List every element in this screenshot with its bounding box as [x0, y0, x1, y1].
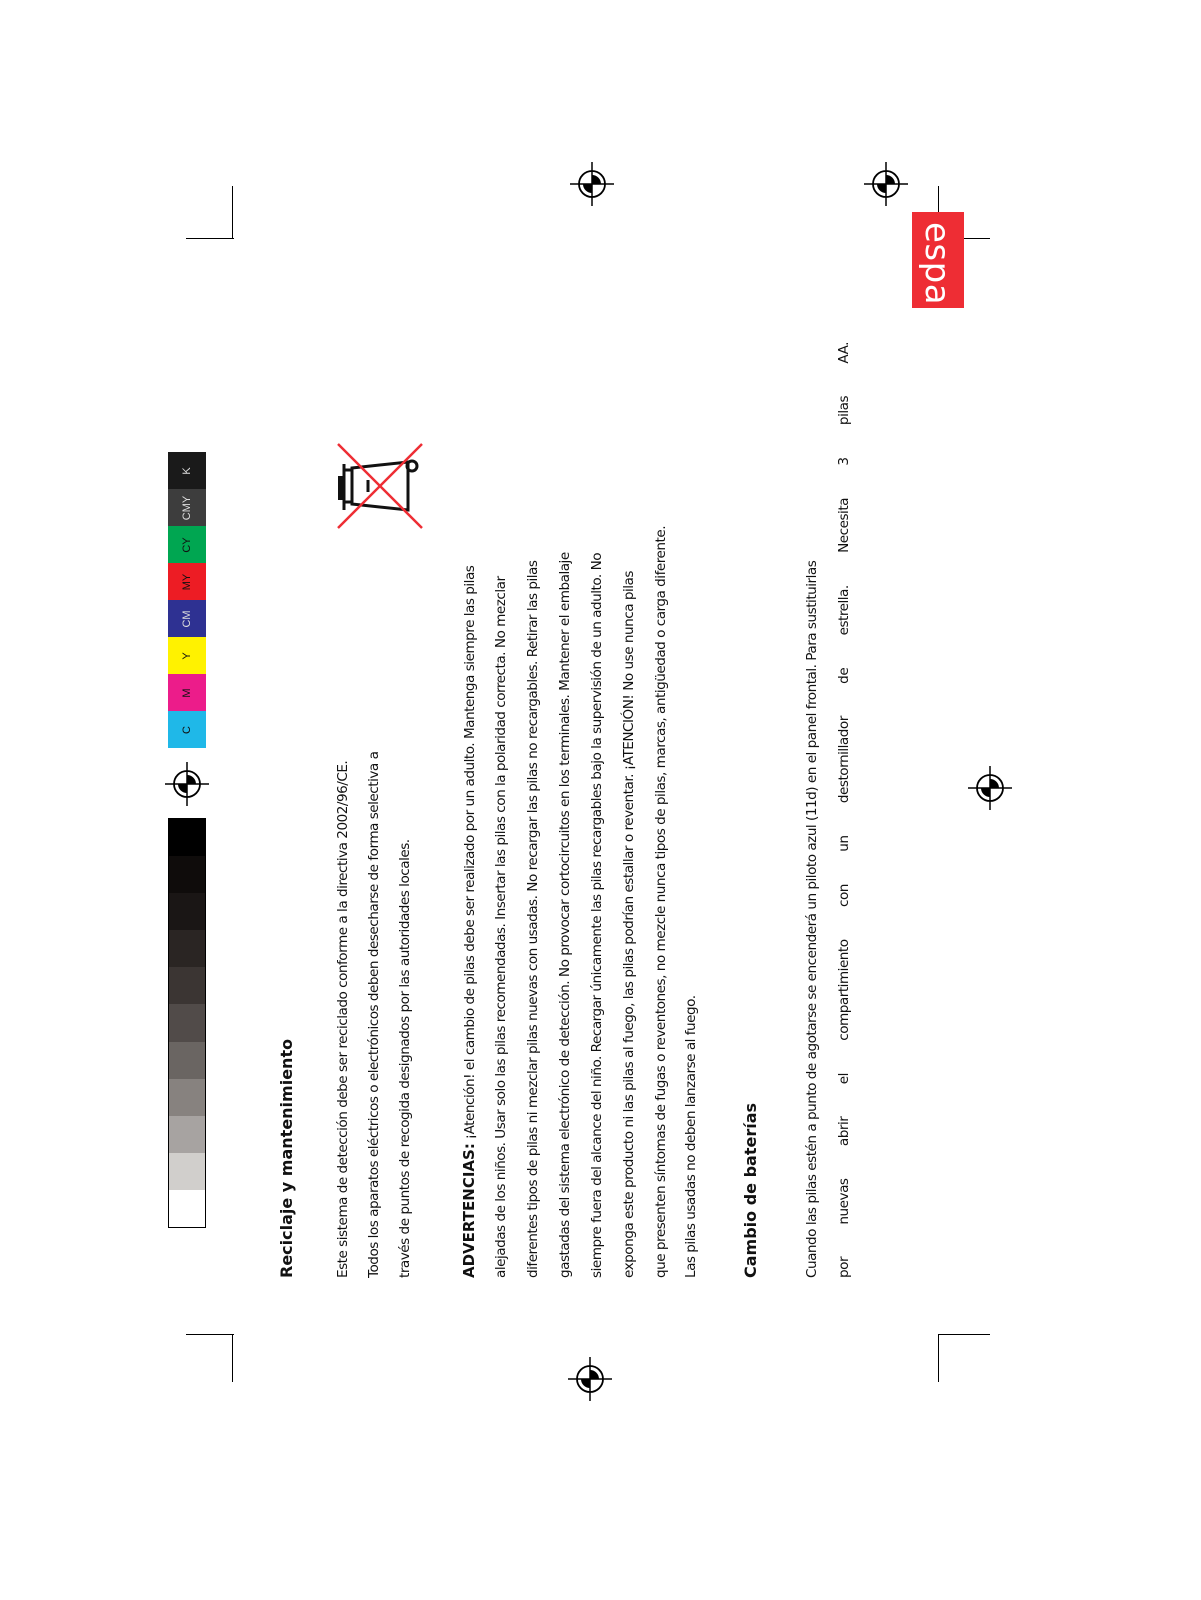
- word: estrella.: [836, 585, 852, 636]
- warnings-line: diferentes tipos de pilas ni mezclar pilas nuevas con usadas. No recargar las pilas no recargables. Retirar las pilas: [525, 560, 541, 1278]
- word: Necesita: [836, 498, 852, 553]
- word: 3: [836, 457, 852, 466]
- word: destornillador: [836, 716, 852, 804]
- gray-step: [169, 1042, 205, 1079]
- color-patch: [168, 563, 206, 600]
- gray-step: [169, 1004, 205, 1041]
- warnings-line: gastadas del sistema electrónico de detección. No provocar cortocircuitos en los terminales. Mantener el embalaje: [557, 552, 573, 1278]
- color-patch: [168, 526, 206, 563]
- gray-step: [169, 1079, 205, 1116]
- word: compartimiento: [836, 939, 852, 1041]
- gray-step: [169, 1190, 205, 1227]
- crop-mark: [186, 238, 234, 239]
- section-heading-recycling: Reciclaje y mantenimiento: [277, 1038, 296, 1278]
- registration-mark-icon: [968, 766, 1012, 810]
- gray-step: [169, 1116, 205, 1153]
- gray-step: [169, 819, 205, 856]
- crop-mark: [938, 1334, 939, 1382]
- color-patch-label: CM: [181, 609, 193, 628]
- gray-step: [169, 856, 205, 893]
- gray-step: [169, 930, 205, 967]
- crop-mark: [186, 1334, 234, 1335]
- color-patch: [168, 489, 206, 526]
- recycling-text-line: Todos los aparatos eléctricos o electrónicos deben desecharse de forma selectiva a: [366, 751, 382, 1278]
- word: abrir: [836, 1116, 852, 1147]
- warnings-line: alejadas de los niños. Usar solo las pilas recomendadas. Insertar las pilas con la polaridad correcta. No mezclar: [493, 576, 509, 1278]
- color-patch-label: Y: [181, 651, 193, 660]
- crop-mark: [232, 1334, 233, 1382]
- battery-change-line: Cuando las pilas estén a punto de agotarse se encenderá un piloto azul (11d) en el panel frontal. Para sustituirlas: [804, 560, 820, 1278]
- language-label: español: [917, 222, 957, 359]
- word: por: [836, 1256, 852, 1278]
- page-number: 21: [884, 268, 902, 289]
- word: nuevas: [836, 1178, 852, 1225]
- word: un: [836, 835, 852, 852]
- word: de: [836, 667, 852, 684]
- registration-mark-icon: [864, 162, 908, 206]
- word: AA.: [836, 342, 852, 364]
- warnings-line: que presenten síntomas de fugas o reventones, no mezcle nunca tipos de pilas, marcas, antigüedad o carga diferente.: [653, 525, 669, 1278]
- cmyk-color-bar: [168, 452, 206, 748]
- color-patch-label: M: [181, 687, 193, 698]
- gray-step: [169, 1153, 205, 1190]
- gray-step: [169, 893, 205, 930]
- color-patch-label: C: [181, 725, 193, 734]
- warnings-line: [460, 566, 478, 1278]
- color-patch: [168, 637, 206, 674]
- registration-mark-icon: [165, 762, 209, 806]
- recycling-text-line: través de puntos de recogida designados por las autoridades locales.: [397, 839, 413, 1278]
- warnings-text: ¡Atención! el cambio de pilas debe ser realizado por un adulto. Mantenga siempre las pilas: [462, 565, 478, 1144]
- battery-change-line: [836, 342, 852, 1278]
- color-patch: [168, 674, 206, 711]
- color-patch: [168, 452, 206, 489]
- word: el: [836, 1073, 852, 1085]
- word: pilas: [836, 395, 852, 426]
- crop-mark: [938, 1334, 990, 1335]
- warnings-line: Las pilas usadas no deben lanzarse al fuego.: [683, 995, 699, 1278]
- color-patch: [168, 600, 206, 637]
- crop-mark: [232, 186, 233, 238]
- registration-mark-icon: [568, 1357, 612, 1401]
- warnings-line: exponga este producto ni las pilas al fuego, las pilas podrían estallar o reventar. ¡ATENCIÓN! No use nunca pilas: [621, 571, 637, 1278]
- color-patch-label: CMY: [181, 495, 193, 520]
- color-patch-label: CY: [181, 536, 193, 553]
- grayscale-calibration-strip: [168, 818, 206, 1228]
- warnings-label: ADVERTENCIAS:: [460, 1143, 478, 1278]
- section-heading-battery-change: Cambio de baterías: [741, 1102, 760, 1278]
- registration-mark-icon: [570, 162, 614, 206]
- recycling-text-line: Este sistema de detección debe ser reciclado conforme a la directiva 2002/96/CE.: [335, 760, 351, 1278]
- crossed-out-wheelie-bin-icon: [334, 440, 426, 532]
- word: con: [836, 884, 852, 908]
- gray-step: [169, 967, 205, 1004]
- color-patch: [168, 711, 206, 748]
- color-patch-label: MY: [181, 573, 193, 590]
- color-patch-label: K: [181, 466, 193, 475]
- warnings-line: siempre fuera del alcance del niño. Recargar únicamente las pilas recargables bajo la supervisión de un adulto. No: [589, 552, 605, 1278]
